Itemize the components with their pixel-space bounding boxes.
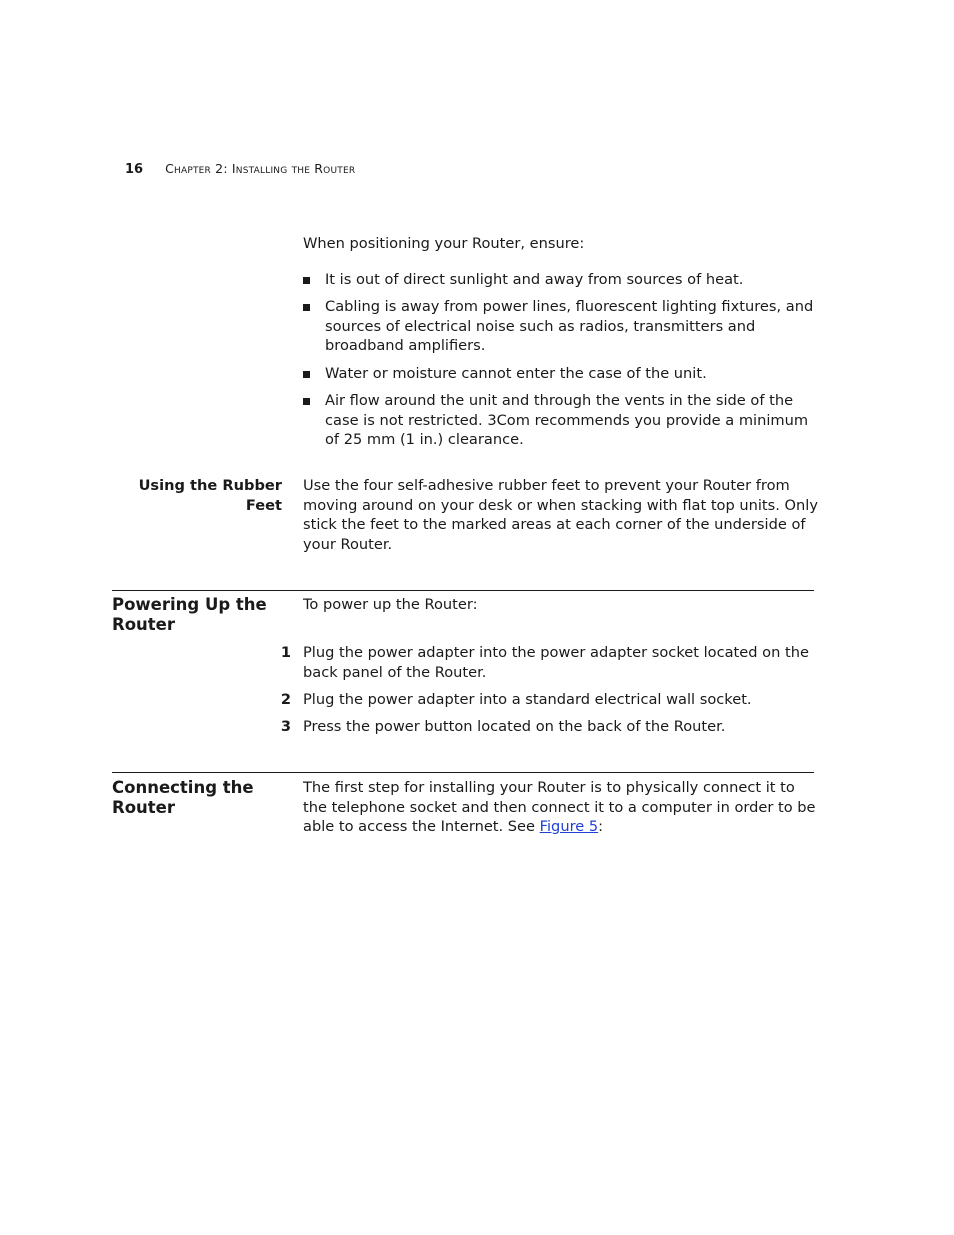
figure-5-link[interactable]: Figure 5 <box>539 818 599 836</box>
square-bullet-icon <box>303 304 310 311</box>
bullet-text: Water or moisture cannot enter the case of the unit. <box>325 365 707 382</box>
list-item <box>303 391 818 450</box>
section-divider <box>112 772 814 773</box>
step-text: Plug the power adapter into the power adapter socket located on the back panel of the Router. <box>303 644 809 681</box>
bullet-text: Air flow around the unit and through the vents in the side of the case is not restricted. 3Com recommends you provide a minimum of 25 mm (1 in.) clearance. <box>325 392 809 449</box>
connecting-text-body: The first step for installing your Router is to physically connect it to the telephone socket and then connect it to a computer in order to be able to access the Internet. See <box>303 779 816 836</box>
step-number: 2 <box>280 691 291 708</box>
square-bullet-icon <box>303 371 310 378</box>
list-item <box>303 270 818 290</box>
heading-line: Connecting the <box>112 778 254 797</box>
list-item <box>303 364 818 384</box>
step-number: 1 <box>280 644 291 661</box>
positioning-intro: When positioning your Router, ensure: <box>303 235 585 252</box>
bullet-text: It is out of direct sunlight and away from sources of heat. <box>325 271 744 288</box>
heading-line: Powering Up the <box>112 595 267 614</box>
connecting-text-end: : <box>598 818 604 836</box>
page-number: 16 <box>125 162 144 177</box>
section-divider <box>112 590 814 591</box>
list-item <box>260 643 820 682</box>
running-header <box>125 160 355 179</box>
heading-line: Router <box>112 615 176 634</box>
list-item <box>303 297 818 356</box>
heading-line: Router <box>112 798 176 817</box>
heading-line: Feet <box>245 496 282 514</box>
square-bullet-icon <box>303 398 310 405</box>
list-item <box>260 717 820 737</box>
rubber-feet-text: Use the four self-adhesive rubber feet to prevent your Router from moving around on your desk or when stacking with flat top units. Only stick the feet to the marked areas at each corner of the underside of your Router. <box>303 477 818 553</box>
step-number: 3 <box>280 718 291 735</box>
square-bullet-icon <box>303 277 310 284</box>
section-heading-connecting <box>112 778 292 818</box>
list-item <box>260 690 820 710</box>
bullet-text: Cabling is away from power lines, fluorescent lighting fixtures, and sources of electrical noise such as radios, transmitters and broadband amplifiers. <box>325 298 814 355</box>
section-heading-powering-up <box>112 595 292 635</box>
powering-up-intro: To power up the Router: <box>303 596 478 613</box>
chapter-title: Chapter 2: Installing the Router <box>165 161 356 176</box>
connecting-text <box>303 778 818 837</box>
step-text: Press the power button located on the back of the Router. <box>303 718 726 735</box>
step-text: Plug the power adapter into a standard electrical wall socket. <box>303 691 752 708</box>
section-heading-rubber-feet <box>112 476 282 515</box>
heading-line: Using the Rubber <box>138 477 282 494</box>
